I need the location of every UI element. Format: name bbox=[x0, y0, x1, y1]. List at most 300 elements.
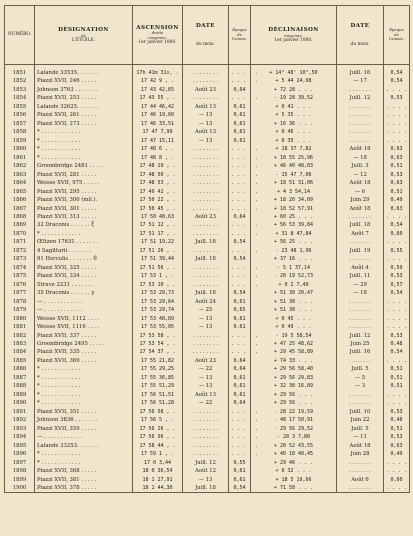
ra-date: Août 12 bbox=[183, 467, 229, 475]
ra-date: . . . . . . . . bbox=[183, 171, 229, 179]
dec-epoch: 0,59 bbox=[384, 264, 410, 272]
ra-epoch: . . . . . bbox=[229, 332, 251, 340]
dec-date: Août 18 bbox=[337, 145, 384, 153]
table-row bbox=[5, 94, 410, 102]
star-designation: 35 Draconis . . . . . . γ bbox=[35, 289, 133, 297]
row-number: 1876 bbox=[5, 281, 35, 289]
ra-epoch: . . . . . bbox=[229, 162, 251, 170]
star-designation: * . . . . . . . . . . . . bbox=[35, 154, 133, 162]
ra-date: Août 23 bbox=[183, 213, 229, 221]
star-designation: Piazzi XVII, 381 . . . . . bbox=[35, 476, 133, 484]
star-designation: Œltzen 17631 . . . . . . . bbox=[35, 238, 133, 246]
ra-date: — 13 bbox=[183, 120, 229, 128]
right-ascension: 17 53 10 , . bbox=[133, 281, 183, 289]
star-designation: * . . . . . . . . . . . . bbox=[35, 450, 133, 458]
ra-date: — 13 bbox=[183, 476, 229, 484]
right-ascension: 17 55 29,25 bbox=[133, 365, 183, 373]
dec-date: . . . . . . . bbox=[337, 128, 384, 136]
table-row bbox=[5, 221, 410, 229]
star-designation: * . . . . . . . . . . . . bbox=[35, 365, 133, 373]
star-designation: Piazzi XVII, 337 . . . . . bbox=[35, 332, 133, 340]
right-ascension: 17 51 12 , . bbox=[133, 221, 183, 229]
table-row bbox=[5, 247, 410, 255]
table-row bbox=[5, 77, 410, 85]
star-designation: Groombridge 2495 . . . . . bbox=[35, 340, 133, 348]
dec-epoch: 0,48 bbox=[384, 340, 410, 348]
star-designation: * . . . . . . . . . . . . bbox=[35, 391, 133, 399]
ra-epoch: 0,54 bbox=[229, 238, 251, 246]
ra-epoch: . . . . . bbox=[229, 94, 251, 102]
star-designation: Piazzi XVII, 273 . . . . . bbox=[35, 120, 133, 128]
row-number: 1882 bbox=[5, 332, 35, 340]
table-row bbox=[5, 137, 410, 145]
header-ascension: ASCENSION droite moyenne. 1er janvier 1800. bbox=[133, 6, 183, 65]
dec-date: Juill. 16 bbox=[337, 65, 384, 78]
ra-epoch: 0,65 bbox=[229, 306, 251, 314]
declination: + 6 32 . . . bbox=[251, 467, 337, 475]
declination: - 19 28 39,52 bbox=[251, 94, 337, 102]
row-number: 1851 bbox=[5, 65, 35, 78]
dec-date: — 3 bbox=[337, 382, 384, 390]
dec-epoch: . . . . bbox=[384, 120, 410, 128]
row-number: 1897 bbox=[5, 459, 35, 467]
row-number: 1865 bbox=[5, 188, 35, 196]
dec-epoch: 0,51 bbox=[384, 188, 410, 196]
declination: + 72 28 . . . bbox=[251, 86, 337, 94]
ra-date: . . . . . . . . bbox=[183, 162, 229, 170]
row-number: 1891 bbox=[5, 408, 35, 416]
dec-date: Juill. 12 bbox=[337, 94, 384, 102]
right-ascension: 17 53 58 , . bbox=[133, 332, 183, 340]
ra-date: . . . . . . . . bbox=[183, 77, 229, 85]
dec-epoch: 0,51 bbox=[384, 365, 410, 373]
ra-epoch: . . . . . bbox=[229, 221, 251, 229]
ra-date: . . . . . . . . bbox=[183, 425, 229, 433]
declination: + 29 46 . . . bbox=[251, 459, 337, 467]
dec-epoch: . . . . bbox=[384, 255, 410, 263]
declination: - 28 22 19,59 bbox=[251, 408, 337, 416]
right-ascension: 17 56 5 , . bbox=[133, 416, 183, 424]
star-designation: Piazzi XVII, 351 . . . . . bbox=[35, 408, 133, 416]
declination: + 0 41 . . . bbox=[251, 103, 337, 111]
row-number: 1873 bbox=[5, 255, 35, 263]
ra-epoch: 0,61 bbox=[229, 128, 251, 136]
row-number: 1878 bbox=[5, 298, 35, 306]
star-designation: Piazzi XVII, 295 . . . . . bbox=[35, 188, 133, 196]
star-designation: Piazzi XVII, 246 . . . . . bbox=[35, 77, 133, 85]
row-number: 1884 bbox=[5, 348, 35, 356]
dec-date: — 6 bbox=[337, 188, 384, 196]
dec-date: — 17 bbox=[337, 77, 384, 85]
dec-date: Juill. 11 bbox=[337, 272, 384, 280]
ra-epoch: . . . . . bbox=[229, 205, 251, 213]
star-designation: Johnson 3763 . . . . . . . bbox=[35, 86, 133, 94]
ra-date: . . . . . . . . bbox=[183, 145, 229, 153]
right-ascension: 17 48 6 , . bbox=[133, 145, 183, 153]
declination: - 29 56 29,52 bbox=[251, 425, 337, 433]
dec-epoch: 0,54 bbox=[384, 77, 410, 85]
right-ascension: 17 51 26 , . bbox=[133, 247, 183, 255]
right-ascension: 17 55 36,85 bbox=[133, 374, 183, 382]
right-ascension: 17 48 53 , . bbox=[133, 179, 183, 187]
dec-date: . . . . . . . bbox=[337, 467, 384, 475]
declination: + 4 3 54,14 bbox=[251, 188, 337, 196]
ra-date: — 22 bbox=[183, 365, 229, 373]
row-number: 1889 bbox=[5, 391, 35, 399]
ra-date: . . . . . . . . bbox=[183, 340, 229, 348]
star-designation: Lalande 33253. . . . . . . bbox=[35, 442, 133, 450]
dec-date: . . . . . . . bbox=[337, 357, 384, 365]
declination: - 15 47 7,06 bbox=[251, 171, 337, 179]
declination: + 18 5 19,66 bbox=[251, 476, 337, 484]
ra-epoch: 0,64 bbox=[229, 399, 251, 407]
table-row bbox=[5, 399, 410, 407]
table-row bbox=[5, 238, 410, 246]
row-number: 1855 bbox=[5, 103, 35, 111]
ra-epoch: . . . . . bbox=[229, 247, 251, 255]
row-number: 1862 bbox=[5, 162, 35, 170]
star-designation: * . . . . . . . . . . . . bbox=[35, 128, 133, 136]
right-ascension: 17 49 42 , . bbox=[133, 188, 183, 196]
dec-date: Août 18 bbox=[337, 442, 384, 450]
star-designation: Piazzi XVII, 261 . . . . . bbox=[35, 111, 133, 119]
declination: + 0 45 . . . bbox=[251, 315, 337, 323]
row-number: 1880 bbox=[5, 315, 35, 323]
dec-epoch: 0,54 bbox=[384, 221, 410, 229]
star-designation: Piazzi XVII, 369 . . . . . bbox=[35, 357, 133, 365]
ra-date: . . . . . . . . bbox=[183, 247, 229, 255]
table-row bbox=[5, 255, 410, 263]
star-designation: — . . . . . . . . . . . . bbox=[35, 433, 133, 441]
header-date: DATE du mois. bbox=[183, 6, 229, 65]
row-number: 1893 bbox=[5, 425, 35, 433]
dec-date: Juill. 18 bbox=[337, 221, 384, 229]
right-ascension: 17h 41m 31s, . bbox=[133, 65, 183, 78]
header-declinaison: DÉCLINAISON moyenne. 1er janvier 1800. bbox=[251, 6, 337, 65]
dec-date: — 18 bbox=[337, 154, 384, 162]
ra-epoch: 0,61 bbox=[229, 476, 251, 484]
star-designation: Piazzi XVII, 313 . . . . . bbox=[35, 213, 133, 221]
right-ascension: 17 59 1 , . bbox=[133, 450, 183, 458]
row-number: 1857 bbox=[5, 120, 35, 128]
row-number: 1854 bbox=[5, 94, 35, 102]
dec-epoch: . . . . bbox=[384, 298, 410, 306]
row-number: 1887 bbox=[5, 374, 35, 382]
dec-epoch: 0,53 bbox=[384, 332, 410, 340]
ra-epoch: . . . . . bbox=[229, 179, 251, 187]
right-ascension: 17 51 19,22 bbox=[133, 238, 183, 246]
ra-date: . . . . . . . . bbox=[183, 94, 229, 102]
right-ascension: 17 48 19 , . bbox=[133, 162, 183, 170]
ra-date: . . . . . . . . bbox=[183, 264, 229, 272]
right-ascension: 17 47 7,99 bbox=[133, 128, 183, 136]
row-number: 1867 bbox=[5, 205, 35, 213]
right-ascension: 17 53 29,64 bbox=[133, 298, 183, 306]
row-number: 1860 bbox=[5, 145, 35, 153]
dec-epoch: 0,51 bbox=[384, 162, 410, 170]
declination: + 47 25 48,62 bbox=[251, 340, 337, 348]
ra-date: . . . . . . . . bbox=[183, 332, 229, 340]
table-row bbox=[5, 179, 410, 187]
dec-epoch: . . . . bbox=[384, 137, 410, 145]
table-row bbox=[5, 459, 410, 467]
row-number: 1892 bbox=[5, 416, 35, 424]
dec-date: . . . . . . . bbox=[337, 306, 384, 314]
ra-epoch: . . . . . bbox=[229, 433, 251, 441]
right-ascension: 17 44 46,42 bbox=[133, 103, 183, 111]
right-ascension: 17 58 44 , . bbox=[133, 442, 183, 450]
right-ascension: 17 56 56 , . bbox=[133, 433, 183, 441]
dec-epoch: 0,63 bbox=[384, 179, 410, 187]
dec-epoch: . . . . bbox=[384, 391, 410, 399]
ra-epoch: 0,64 bbox=[229, 365, 251, 373]
star-designation: Piazzi XVII, 335 . . . . . bbox=[35, 348, 133, 356]
star-designation: Piazzi XVII, 378 . . . . . bbox=[35, 484, 133, 493]
ra-epoch: . . . . . bbox=[229, 442, 251, 450]
declination: + 51 30 20,47 bbox=[251, 289, 337, 297]
ra-date: — 13 bbox=[183, 323, 229, 331]
dec-epoch: . . . . bbox=[384, 103, 410, 111]
dec-epoch: . . . . bbox=[384, 213, 410, 221]
table-row bbox=[5, 450, 410, 458]
ra-date: Août 24 bbox=[183, 298, 229, 306]
dec-epoch: 0,54 bbox=[384, 348, 410, 356]
dec-epoch: 0,48 bbox=[384, 416, 410, 424]
star-designation: Struve 2231 . . . . . . . bbox=[35, 281, 133, 289]
ra-epoch: . . . . . bbox=[229, 171, 251, 179]
dec-epoch: . . . . bbox=[384, 128, 410, 136]
ra-date: — 25 bbox=[183, 306, 229, 314]
dec-date: . . . . . . . bbox=[337, 103, 384, 111]
dec-epoch: 0,54 bbox=[384, 289, 410, 297]
right-ascension: 17 56 51,28 bbox=[133, 399, 183, 407]
star-designation: * . . . . . . . . . . . . bbox=[35, 230, 133, 238]
table-row bbox=[5, 264, 410, 272]
star-designation: * . . . . . . . . . . . . bbox=[35, 382, 133, 390]
row-number: 1883 bbox=[5, 340, 35, 348]
right-ascension: 17 56 58 , . bbox=[133, 408, 183, 416]
header-epoque-2: Époque de l'année. bbox=[384, 6, 410, 65]
ra-epoch: 0,61 bbox=[229, 391, 251, 399]
right-ascension: 17 53 29,74 bbox=[133, 306, 183, 314]
dec-date: . . . . . . . bbox=[337, 484, 384, 493]
table-row bbox=[5, 205, 410, 213]
right-ascension: 17 53 29,73 bbox=[133, 289, 183, 297]
right-ascension: 17 53 48,89 bbox=[133, 315, 183, 323]
dec-epoch: . . . . bbox=[384, 357, 410, 365]
table-body bbox=[5, 65, 410, 493]
ra-epoch: . . . . . bbox=[229, 425, 251, 433]
declination: + 29 56 . . . bbox=[251, 399, 337, 407]
ra-epoch: 0,61 bbox=[229, 103, 251, 111]
table-row bbox=[5, 298, 410, 306]
dec-epoch: 0,49 bbox=[384, 450, 410, 458]
declination: - 20 19 52,73 bbox=[251, 272, 337, 280]
dec-epoch: 0,63 bbox=[384, 154, 410, 162]
dec-date: Juill. 5 bbox=[337, 425, 384, 433]
right-ascension: 17 56 51,51 bbox=[133, 391, 183, 399]
dec-date: — 18 bbox=[337, 289, 384, 297]
row-number: 1859 bbox=[5, 137, 35, 145]
row-number: 1870 bbox=[5, 230, 35, 238]
dec-epoch: . . . . bbox=[384, 467, 410, 475]
row-number: 1879 bbox=[5, 306, 35, 314]
table-row bbox=[5, 332, 410, 340]
row-number: 1886 bbox=[5, 365, 35, 373]
table-row bbox=[5, 433, 410, 441]
row-number: 1856 bbox=[5, 111, 35, 119]
ra-date: Août 23 bbox=[183, 86, 229, 94]
dec-date: . . . . . . . bbox=[337, 323, 384, 331]
right-ascension: 18 0 36,54 bbox=[133, 467, 183, 475]
dec-epoch: . . . . bbox=[384, 323, 410, 331]
right-ascension: 17 46 33,51 bbox=[133, 120, 183, 128]
star-designation: Piazzi XVII, 253 . . . . . bbox=[35, 94, 133, 102]
dec-epoch: 0,53 bbox=[384, 171, 410, 179]
dec-epoch: 0,60 bbox=[384, 230, 410, 238]
dec-date: . . . . . . . bbox=[337, 399, 384, 407]
declination: + 56 53 39,84 bbox=[251, 221, 337, 229]
declination: + 5 44 24,98 bbox=[251, 77, 337, 85]
dec-epoch: . . . . bbox=[384, 459, 410, 467]
dec-date: . . . . . . . bbox=[337, 111, 384, 119]
dec-date: . . . . . . . bbox=[337, 391, 384, 399]
ra-date: — 13 bbox=[183, 315, 229, 323]
dec-epoch: 0,63 bbox=[384, 205, 410, 213]
star-designation: Piazzi XVII, 334 . . . . . bbox=[35, 272, 133, 280]
table-row bbox=[5, 111, 410, 119]
table-row bbox=[5, 272, 410, 280]
star-designation: — . . . . . . . . . . . . bbox=[35, 306, 133, 314]
table-row bbox=[5, 196, 410, 204]
star-designation: * . . . . . . . . . . . . bbox=[35, 399, 133, 407]
dec-date: — 12 bbox=[337, 171, 384, 179]
row-number: 1852 bbox=[5, 77, 35, 85]
declination: + 0 2 7,49 bbox=[251, 281, 337, 289]
ra-epoch: . . . . . bbox=[229, 154, 251, 162]
right-ascension: 17 51 39,44 bbox=[133, 255, 183, 263]
dec-epoch: 0,53 bbox=[384, 94, 410, 102]
table-row bbox=[5, 145, 410, 153]
star-designation: Weisse XVII, 1112 . . . . bbox=[35, 315, 133, 323]
table-row bbox=[5, 281, 410, 289]
table-row bbox=[5, 289, 410, 297]
dec-date: Juill. 10 bbox=[337, 408, 384, 416]
dec-epoch: . . . . bbox=[384, 111, 410, 119]
ra-date: . . . . . . . . bbox=[183, 188, 229, 196]
ra-date: . . . . . . . . bbox=[183, 272, 229, 280]
declination: + 18 55 25,96 bbox=[251, 154, 337, 162]
dec-epoch: 0,53 bbox=[384, 408, 410, 416]
declination: + 18 51 31,06 bbox=[251, 179, 337, 187]
right-ascension: 17 50 45 , . bbox=[133, 205, 183, 213]
right-ascension: 17 53 55,05 bbox=[133, 323, 183, 331]
row-number: 1863 bbox=[5, 171, 35, 179]
header-date-2: DATE du mois. bbox=[337, 6, 384, 65]
table-row bbox=[5, 103, 410, 111]
dec-date: Juin 22 bbox=[337, 416, 384, 424]
dec-epoch: 0,54 bbox=[384, 65, 410, 78]
ra-epoch: 0,55 bbox=[229, 459, 251, 467]
ra-epoch: 0,61 bbox=[229, 323, 251, 331]
header-epoque: Époque de l'année. bbox=[229, 6, 251, 65]
right-ascension: 17 0 3,44 bbox=[133, 459, 183, 467]
table-row bbox=[5, 154, 410, 162]
dec-epoch: 0,63 bbox=[384, 442, 410, 450]
table-row bbox=[5, 65, 410, 78]
dec-date: Juill. 12 bbox=[337, 332, 384, 340]
right-ascension: 17 42 9 , . bbox=[133, 77, 183, 85]
dec-epoch: . . . . bbox=[384, 315, 410, 323]
ra-date: . . . . . . . . bbox=[183, 179, 229, 187]
ra-epoch: . . . . . bbox=[229, 408, 251, 416]
row-number: 1872 bbox=[5, 247, 35, 255]
dec-epoch: . . . . bbox=[384, 238, 410, 246]
ra-epoch: 0,61 bbox=[229, 137, 251, 145]
ra-epoch: 0,61 bbox=[229, 467, 251, 475]
declination: + 29 56 29,83 bbox=[251, 374, 337, 382]
declination: + 0 46 . . . bbox=[251, 128, 337, 136]
table-row bbox=[5, 442, 410, 450]
ra-epoch: 0,54 bbox=[229, 484, 251, 493]
ra-date: — 13 bbox=[183, 374, 229, 382]
ra-date: . . . . . . . . bbox=[183, 205, 229, 213]
dec-epoch: 0,57 bbox=[384, 281, 410, 289]
declination: + 29 56 58,40 bbox=[251, 365, 337, 373]
row-number: 1875 bbox=[5, 272, 35, 280]
star-designation: Groombridge 2481 . . . . . bbox=[35, 162, 133, 170]
table-row bbox=[5, 476, 410, 484]
right-ascension: 17 48 8 , . bbox=[133, 154, 183, 162]
declination: + 29 56 . . . bbox=[251, 391, 337, 399]
ra-epoch: 0,61 bbox=[229, 315, 251, 323]
declination: + 32 38 16,89 bbox=[251, 382, 337, 390]
table-row bbox=[5, 348, 410, 356]
dec-date: . . . . . . . bbox=[337, 213, 384, 221]
right-ascension: 17 51 56 , . bbox=[133, 264, 183, 272]
dec-date: Juill. 3 bbox=[337, 162, 384, 170]
dec-date: — 29 bbox=[337, 281, 384, 289]
dec-epoch: 0,60 bbox=[384, 476, 410, 484]
ra-epoch: 0,61 bbox=[229, 374, 251, 382]
right-ascension: 17 46 19,60 bbox=[133, 111, 183, 119]
star-designation: 32 Draconis . . . . . . ξ bbox=[35, 221, 133, 229]
ra-date: . . . . . . . . bbox=[183, 230, 229, 238]
ra-epoch: 0,61 bbox=[229, 120, 251, 128]
table-row bbox=[5, 382, 410, 390]
ra-date: Août 13 bbox=[183, 103, 229, 111]
declination: + 37 16 . . . bbox=[251, 255, 337, 263]
ra-date: — 13 bbox=[183, 137, 229, 145]
dec-date: . . . . . . . bbox=[337, 315, 384, 323]
dec-date: . . . . . . . bbox=[337, 238, 384, 246]
row-number: 1853 bbox=[5, 86, 35, 94]
dec-epoch: 0,51 bbox=[384, 425, 410, 433]
ra-epoch: . . . . . bbox=[229, 65, 251, 78]
declination: + 16 36 . . . bbox=[251, 120, 337, 128]
dec-epoch: 0,53 bbox=[384, 433, 410, 441]
star-designation: * . . . . . . . . . . . . bbox=[35, 145, 133, 153]
star-designation: Piazzi XVII, 359 . . . . . bbox=[35, 425, 133, 433]
star-designation: Piazzi XVII, 368 . . . . . bbox=[35, 467, 133, 475]
dec-date: . . . . . . . bbox=[337, 255, 384, 263]
right-ascension: 17 53 1 , . bbox=[133, 272, 183, 280]
table-row bbox=[5, 306, 410, 314]
ra-epoch: . . . . . bbox=[229, 196, 251, 204]
ra-epoch: . . . . . bbox=[229, 281, 251, 289]
row-number: 1861 bbox=[5, 154, 35, 162]
ra-date: Août 13 bbox=[183, 391, 229, 399]
